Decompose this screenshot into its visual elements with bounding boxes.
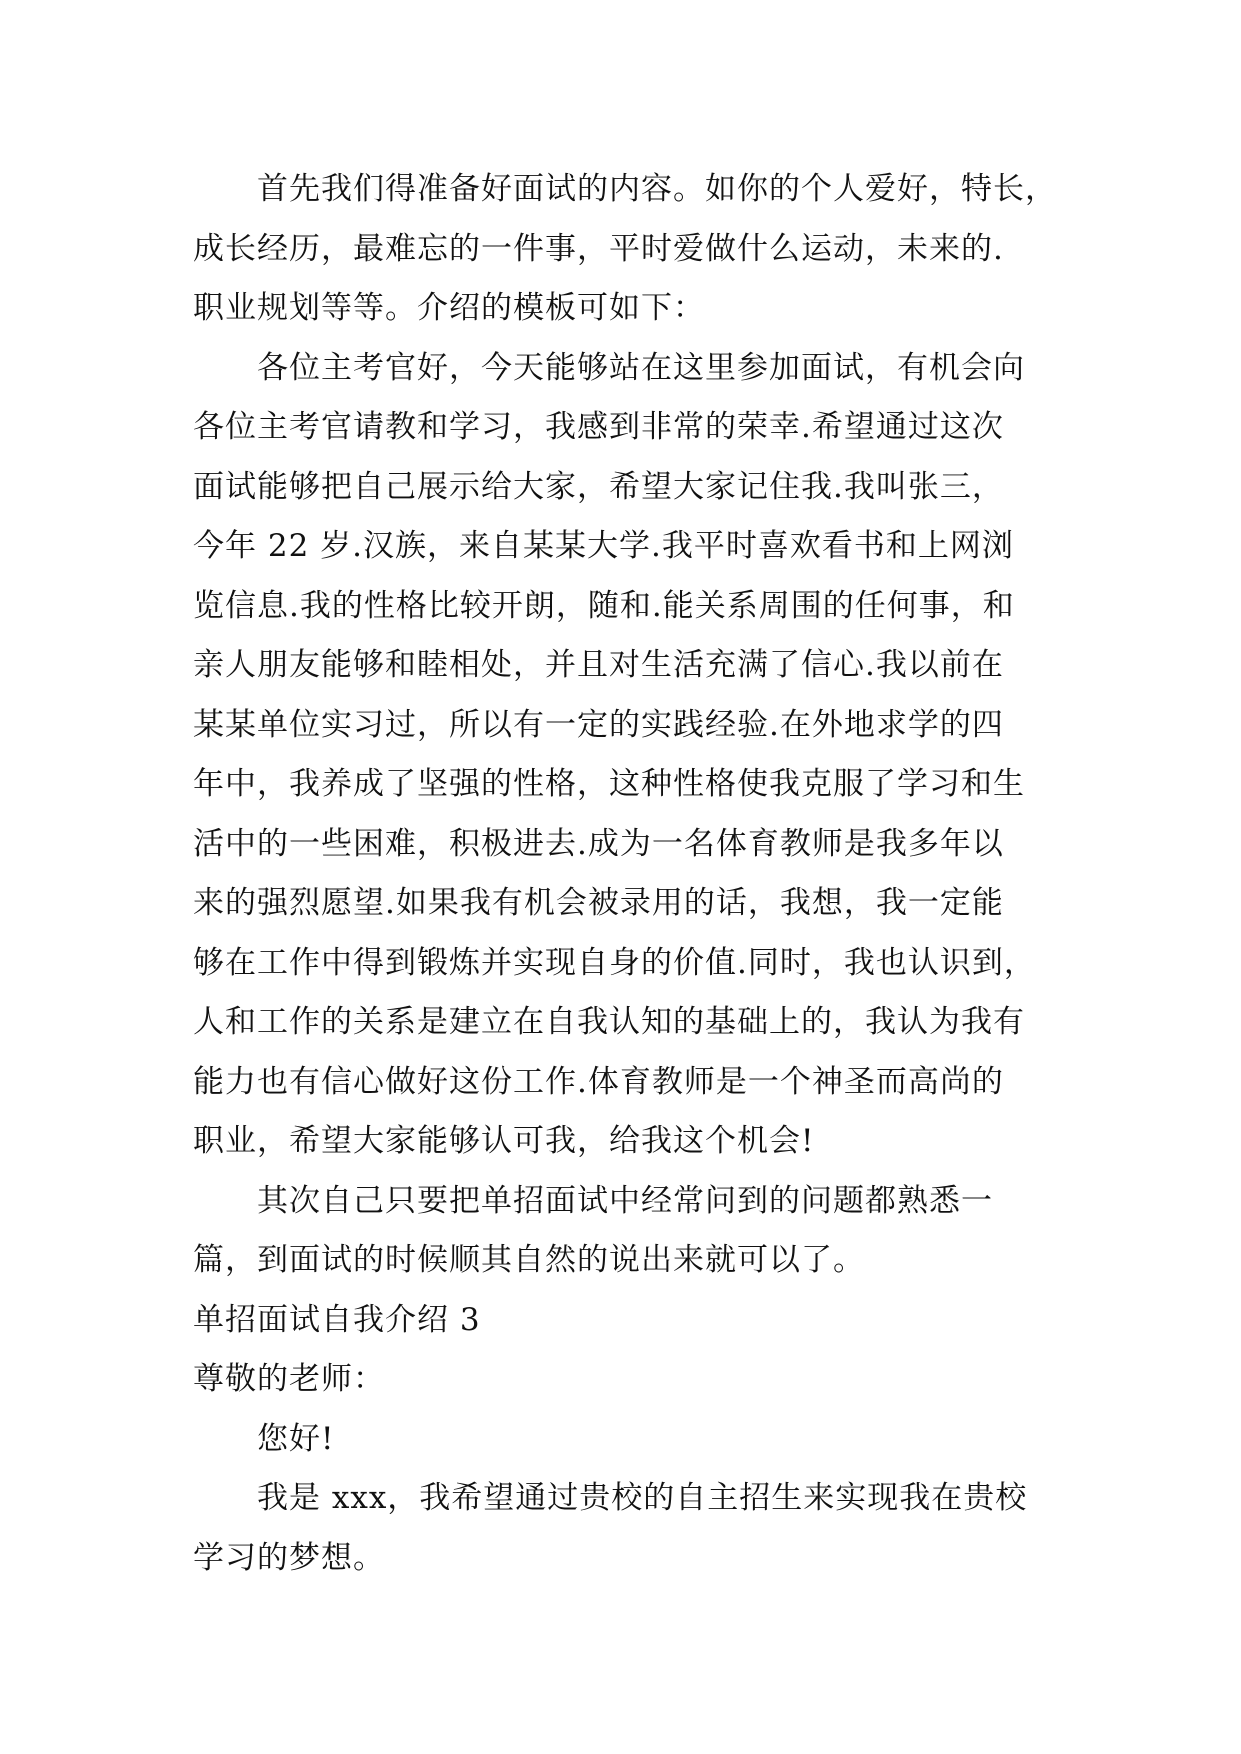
text-line: 首先我们得准备好面试的内容。如你的个人爱好，特长， <box>257 171 1057 207</box>
text-line: 面试能够把自己展示给大家，希望大家记住我.我叫张三， <box>193 468 1004 505</box>
text-line: 职业规划等等。介绍的模板可如下： <box>193 290 705 326</box>
greeting: 您好! <box>257 1420 335 1457</box>
text-line: 能力也有信心做好这份工作.体育教师是一个神圣而高尚的 <box>193 1063 1004 1100</box>
text-line: 学习的梦想。 <box>193 1539 385 1576</box>
text-line: 某某单位实习过，所以有一定的实践经验.在外地求学的四 <box>193 706 1004 743</box>
text-line: 人和工作的关系是建立在自我认知的基础上的，我认为我有 <box>193 1004 1025 1040</box>
text-line: 我是 xxx，我希望通过贵校的自主招生来实现我在贵校 <box>257 1480 1028 1516</box>
text-line: 亲人朋友能够和睦相处，并且对生活充满了信心.我以前在 <box>193 647 1004 683</box>
text-line: 其次自己只要把单招面试中经常问到的问题都熟悉一 <box>257 1182 993 1219</box>
text-line: 览信息.我的性格比较开朗，随和.能关系周围的任何事，和 <box>193 587 1015 624</box>
document-body <box>193 160 1057 1588</box>
salutation: 尊敬的老师： <box>193 1361 385 1397</box>
text-line: 年中，我养成了坚强的性格，这种性格使我克服了学习和生 <box>193 766 1025 802</box>
text-line: 成长经历，最难忘的一件事，平时爱做什么运动，未来的. <box>193 230 1004 267</box>
text-line: 各位主考官请教和学习，我感到非常的荣幸.希望通过这次 <box>193 409 1004 445</box>
text-line: 够在工作中得到锻炼并实现自身的价值.同时，我也认识到， <box>193 944 1036 981</box>
text-line: 各位主考官好，今天能够站在这里参加面试，有机会向 <box>257 349 1025 386</box>
text-line: 职业，希望大家能够认可我，给我这个机会! <box>193 1123 815 1159</box>
text-line: 来的强烈愿望.如果我有机会被录用的话，我想，我一定能 <box>193 885 1004 921</box>
section-heading: 单招面试自我介绍 3 <box>193 1301 481 1338</box>
text-line: 篇，到面试的时候顺其自然的说出来就可以了。 <box>193 1242 865 1278</box>
text-line: 今年 22 岁.汉族，来自某某大学.我平时喜欢看书和上网浏 <box>193 528 1014 564</box>
text-line: 活中的一些困难，积极进去.成为一名体育教师是我多年以 <box>193 825 1004 862</box>
